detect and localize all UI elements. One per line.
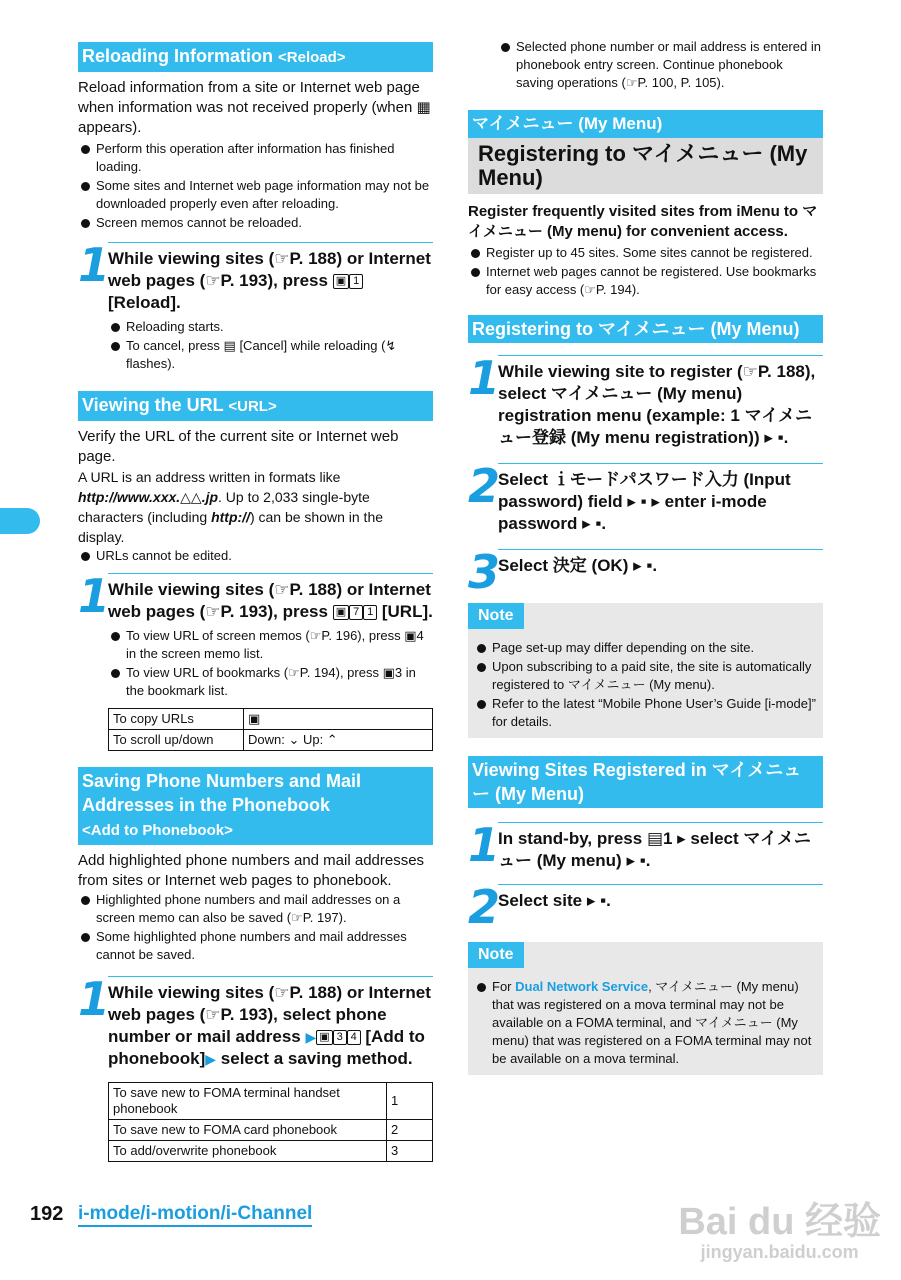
- phonebook-table: [108, 1082, 433, 1162]
- reload-header: Reloading Information <Reload>: [78, 42, 433, 72]
- phonebook-intro: Add highlighted phone numbers and mail addresses from sites or Internet web pages to phonebook.: [78, 852, 425, 889]
- table-row: To save new to FOMA card phonebook 2: [109, 1120, 433, 1141]
- register-step-2: 2 Select ｉモードパスワード入力 (Input password) field ▸ ▪ ▸ enter i-mode password ▸ ▪.: [468, 463, 823, 535]
- left-column: [78, 42, 433, 1162]
- phonebook-header: Saving Phone Numbers and Mail Addresses in the Phonebook <Add to Phonebook>: [78, 767, 433, 845]
- table-row: To copy URLs ▣: [109, 709, 433, 730]
- page-number: 192: [30, 1203, 64, 1225]
- url-intro-2: A URL is an address written in formats like http://www.xxx.△△.jp. Up to 2,033 single-byte characters (including http://) can be shown in the display.: [78, 469, 384, 545]
- viewing-note: Note For Dual Network Service, マイメニュー (My menu) that was registered on a mova terminal may not be available on a FOMA terminal, and マイメニュー (My menu) that was registered on a FOMA terminal may not be available on a mova terminal.: [468, 942, 823, 1075]
- mymenu-intro: Register frequently visited sites from iMenu to マイメニュー (My menu) for convenient access.: [468, 203, 818, 240]
- viewing-step-2: 2 Select site ▸ ▪.: [468, 884, 823, 912]
- mymenu-title-block: マイメニュー (My Menu) Registering to マイメニュー (My Menu): [468, 110, 823, 194]
- viewing-step-1: 1 In stand-by, press ▤1 ▸ select マイメニュー (My menu) ▸ ▪.: [468, 822, 823, 872]
- reload-intro: Reload information from a site or Internet web page when information was not received properly (when ▦ appears).: [78, 79, 431, 136]
- url-step: 1 While viewing sites (☞P. 188) or Internet web pages (☞P. 193), press ▣ 7 1 [URL]. To view URL of screen memos (☞P. 196), press ▣4 in the screen memo list. To view URL of bookmarks (☞P. 194), press ▣3 in the bookmark list. To copy URLs ▣ To scroll up/down Down: ⌄ Up: ⌃: [78, 573, 433, 751]
- table-row: To scroll up/down Down: ⌄ Up: ⌃: [109, 730, 433, 751]
- register-note: Note Page set-up may differ depending on the site. Upon subscribing to a paid site, the site is automatically registered to マイメニュー (My menu). Refer to the latest “Mobile Phone User’s Guide [i-mode]” for details.: [468, 603, 823, 738]
- table-row: To add/overwrite phonebook 3: [109, 1141, 433, 1162]
- dual-network-link[interactable]: Dual Network Service: [515, 979, 649, 994]
- top-bullet: Selected phone number or mail address is entered in phonebook entry screen. Continue phonebook saving operations (☞P. 100, P. 105).: [498, 38, 823, 92]
- url-table: [108, 708, 433, 751]
- right-column: [468, 38, 823, 1075]
- url-intro: Verify the URL of the current site or Internet web page.: [78, 428, 399, 465]
- chapter-title[interactable]: i-mode/i-motion/i-Channel: [78, 1203, 312, 1227]
- chapter-side-tab: [0, 508, 40, 534]
- viewing-header: Viewing Sites Registered in マイメニュー (My Menu): [468, 756, 823, 808]
- page-title: Registering to マイメニュー (My Menu): [468, 138, 823, 194]
- register-step-3: 3 Select 決定 (OK) ▸ ▪.: [468, 549, 823, 577]
- table-row: To save new to FOMA terminal handset phonebook 1: [109, 1083, 433, 1120]
- url-header: Viewing the URL <URL>: [78, 391, 433, 421]
- reload-step: 1 While viewing sites (☞P. 188) or Internet web pages (☞P. 193), press ▣ 1 [Reload]. Reloading starts. To cancel, press ▤ [Cancel] while reloading (↯ flashes).: [78, 242, 433, 373]
- watermark: Bai du 经验 jingyan.baidu.com: [678, 1201, 881, 1262]
- phonebook-bullets: Highlighted phone numbers and mail addresses on a screen memo can also be saved (☞P. 197). Some highlighted phone numbers and mail addresses cannot be saved.: [78, 891, 433, 964]
- mymenu-bullets: Register up to 45 sites. Some sites cannot be registered. Internet web pages cannot be registered. Use bookmarks for easy access (☞P. 194).: [468, 244, 823, 299]
- register-step-1: 1 While viewing site to register (☞P. 188), select マイメニュー (My menu) registration menu (example: 1 マイメニュー登録 (My menu registration)) ▸ ▪.: [468, 355, 823, 449]
- phonebook-step: 1 While viewing sites (☞P. 188) or Internet web pages (☞P. 193), select phone number or mail address ▶ ▣ 3 4 [Add to phonebook]▶ select a saving method. To save new to FOMA terminal handset phonebook 1 To save new to FOMA card phonebook 2 To add/overwrite phonebook 3: [78, 976, 433, 1162]
- reload-bullets: Perform this operation after information has finished loading. Some sites and Internet web page information may not be downloaded properly even after reloading. Screen memos cannot be reloaded.: [78, 140, 433, 232]
- register-header: Registering to マイメニュー (My Menu): [468, 315, 823, 343]
- url-bullets: URLs cannot be edited.: [78, 547, 433, 565]
